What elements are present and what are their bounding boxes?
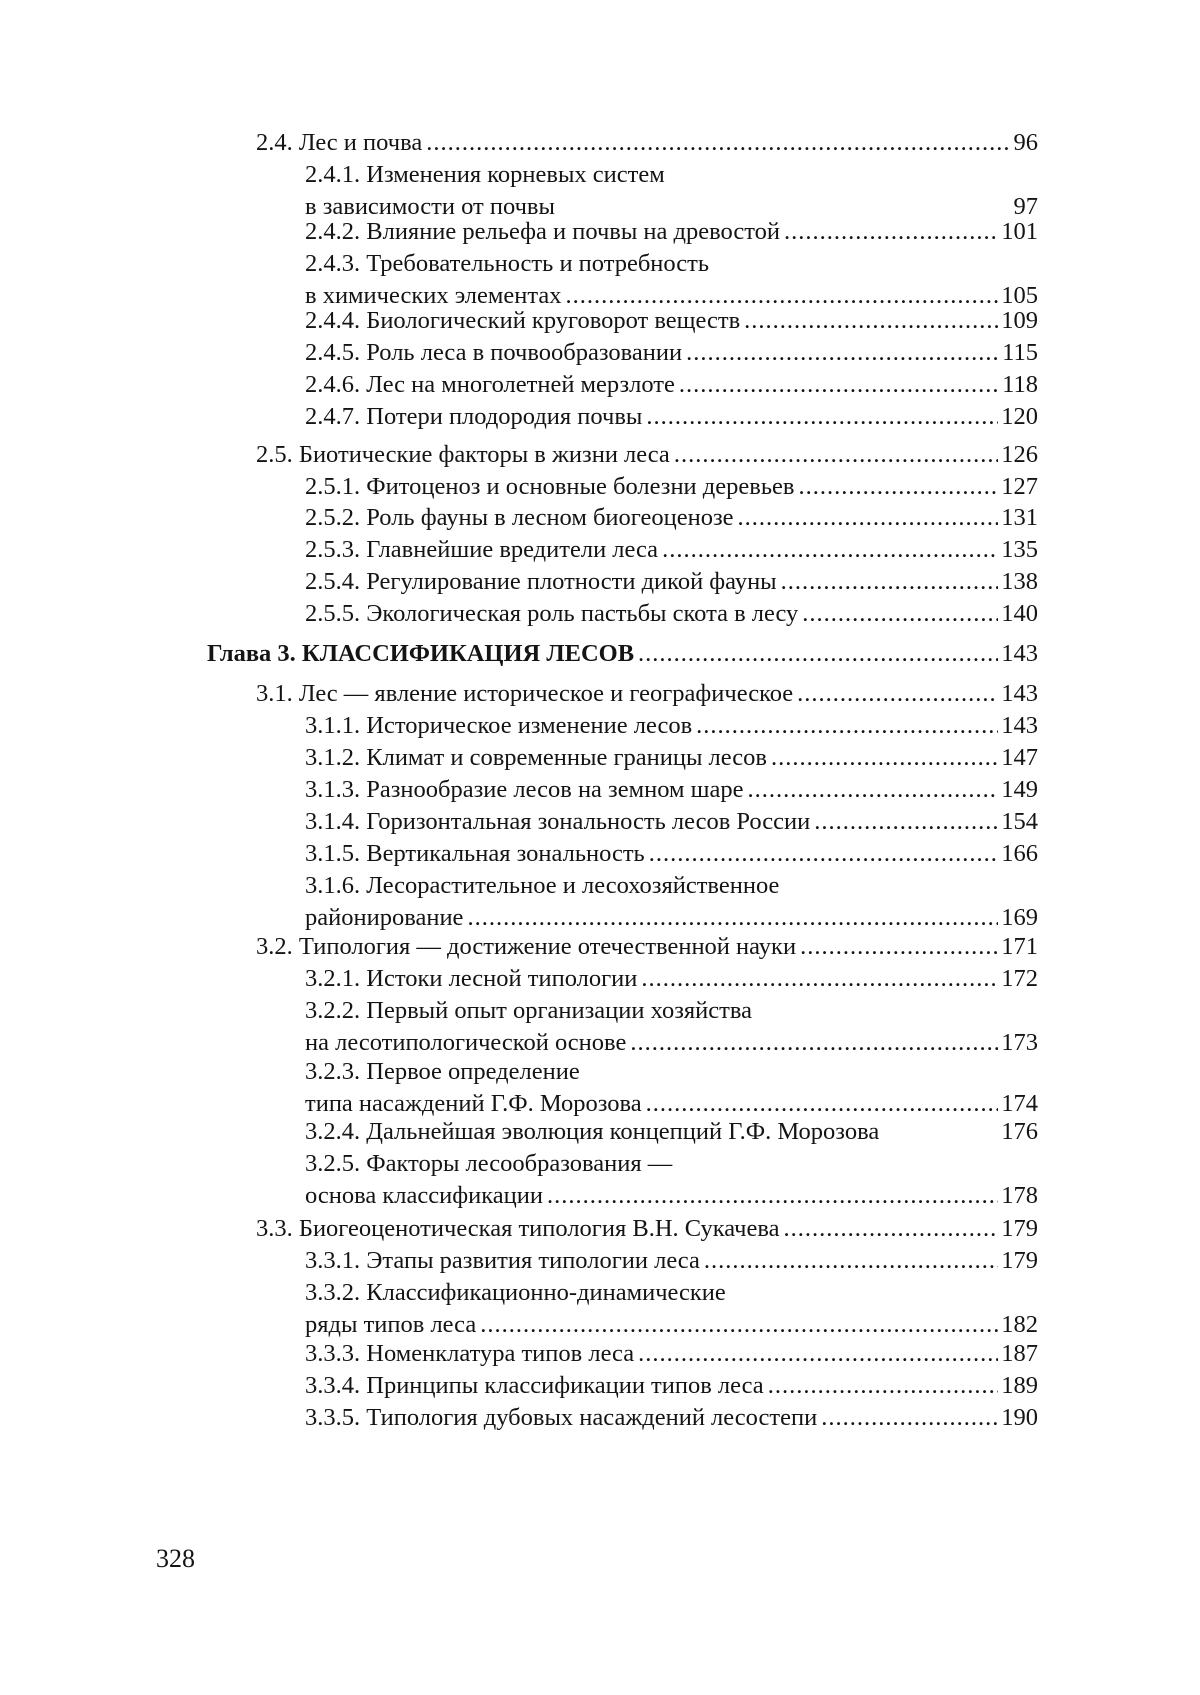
toc-entry-title: 2.4.7. Потери плодородия почвы <box>305 403 643 430</box>
dot-leader <box>797 679 998 709</box>
toc-page-number: 143 <box>1001 680 1038 707</box>
toc-entry-title: 3.2.5. Факторы лесообразования — <box>305 1150 673 1177</box>
toc-entry-title: 3.2.1. Истоки лесной типологии <box>305 965 638 992</box>
toc-page-number: 190 <box>1001 1404 1038 1431</box>
toc-entry <box>305 567 1038 599</box>
toc-entry <box>256 1214 1038 1246</box>
dot-leader <box>798 472 998 502</box>
toc-entry-title: 3.1.2. Климат и современные границы лесов <box>305 744 767 771</box>
toc-entry <box>305 1339 1038 1371</box>
dot-leader <box>696 711 998 741</box>
dot-leader <box>646 1089 999 1119</box>
toc-entry <box>305 871 1038 935</box>
dot-leader <box>646 402 998 432</box>
toc-entry <box>305 472 1038 504</box>
toc-entry-title: 3.3.4. Принципы классификации типов леса <box>305 1372 764 1399</box>
toc-entry <box>305 1246 1038 1278</box>
toc-entry-title: в зависимости от почвы <box>305 193 555 220</box>
toc-page-number: 138 <box>1001 568 1038 595</box>
toc-entry <box>305 1278 1038 1342</box>
toc-entry <box>305 839 1038 871</box>
toc-entry <box>305 1117 1038 1149</box>
dot-leader <box>814 807 998 837</box>
toc-entry <box>305 775 1038 807</box>
toc-entry <box>256 932 1038 964</box>
dot-leader <box>744 306 998 336</box>
toc-entry-title: типа насаждений Г.Ф. Морозова <box>305 1090 642 1117</box>
toc-entry <box>256 679 1038 711</box>
toc-entry-title: 2.4.4. Биологический круговорот веществ <box>305 307 741 334</box>
toc-entry-title: 3.2.3. Первое определение <box>305 1058 580 1085</box>
toc-page-number: 147 <box>1001 744 1038 771</box>
toc-page-number: 140 <box>1001 600 1038 627</box>
toc-entry-title: 3.2.4. Дальнейшая эволюция концепций Г.Ф. Морозова <box>305 1118 880 1145</box>
toc-entry <box>305 249 1038 313</box>
toc-entry-title: 2.5.5. Экологическая роль пастьбы скота в лесу <box>305 600 799 627</box>
toc-entry <box>305 1057 1038 1121</box>
toc-entry-title: 3.1.3. Разнообразие лесов на земном шаре <box>305 776 744 803</box>
toc-entry-title: 3.2.2. Первый опыт организации хозяйства <box>305 997 752 1024</box>
toc-entry-title: 2.5.3. Главнейшие вредители леса <box>305 536 659 563</box>
dot-leader <box>800 932 998 962</box>
dot-leader <box>467 903 998 933</box>
toc-entry <box>256 128 1038 160</box>
toc-entry <box>305 964 1038 996</box>
toc-entry-title: 2.5.1. Фитоценоз и основные болезни деревьев <box>305 473 795 500</box>
toc-entry-title: 2.4. Лес и почва <box>256 129 423 156</box>
toc-page-number: 182 <box>1001 1311 1038 1338</box>
toc-entry-title: в химических элементах <box>305 282 562 309</box>
toc-entry-title: 2.4.6. Лес на многолетней мерзлоте <box>305 371 675 398</box>
toc-entry-title: на лесотипологической основе <box>305 1029 627 1056</box>
toc-page-number: 174 <box>1001 1090 1038 1117</box>
toc-entry-title: 3.3.2. Классификационно-динамические <box>305 1279 726 1306</box>
toc-entry-title: 2.5.2. Роль фауны в лесном биогеоценозе <box>305 504 734 531</box>
toc-page-number: 131 <box>1001 504 1038 531</box>
page-number: 328 <box>156 1544 195 1573</box>
toc-page-number: 178 <box>1001 1182 1038 1209</box>
dot-leader <box>802 599 998 629</box>
toc-entry <box>305 503 1038 535</box>
dot-leader <box>821 1403 998 1433</box>
toc-entry <box>305 599 1038 631</box>
toc-entry <box>305 1403 1038 1435</box>
dot-leader <box>638 1339 998 1369</box>
toc-page-number: 172 <box>1001 965 1038 992</box>
toc-page-number: 120 <box>1001 403 1038 430</box>
dot-leader <box>630 1028 998 1058</box>
toc-entry <box>305 996 1038 1060</box>
dot-leader <box>641 964 998 994</box>
dot-leader <box>547 1181 998 1211</box>
toc-page-number: 115 <box>1002 339 1038 366</box>
toc-entry-title: 3.3.3. Номенклатура типов леса <box>305 1340 635 1367</box>
dot-leader <box>480 1310 998 1340</box>
toc-entry-title: 3.3.5. Типология дубовых насаждений лесостепи <box>305 1404 818 1431</box>
toc-entry-title: ряды типов леса <box>305 1311 477 1338</box>
toc-entry <box>305 402 1038 434</box>
toc-entry-title: 3.1.6. Лесорастительное и лесохозяйственное <box>305 872 780 899</box>
toc-page-number: 179 <box>1001 1215 1038 1242</box>
toc-entry-title: 2.5. Биотические факторы в жизни леса <box>256 441 670 468</box>
dot-leader <box>686 338 999 368</box>
toc-page-number: 166 <box>1001 840 1038 867</box>
toc-entry-title: 3.3.1. Этапы развития типологии леса <box>305 1247 700 1274</box>
toc-entry-title: 3.2. Типология — достижение отечественной науки <box>256 933 797 960</box>
dot-leader <box>784 217 998 247</box>
dot-leader <box>649 839 999 869</box>
toc-chapter <box>207 639 1038 671</box>
toc-page-number: 173 <box>1001 1029 1038 1056</box>
toc-entry <box>305 711 1038 743</box>
dot-leader <box>781 567 999 597</box>
toc-entry <box>305 160 1038 224</box>
toc-entry-title: 2.4.3. Требовательность и потребность <box>305 250 710 277</box>
toc-page-number: 118 <box>1002 371 1038 398</box>
toc-page-number: 143 <box>1001 712 1038 739</box>
dot-leader <box>674 440 998 470</box>
toc-page-number: 105 <box>1001 282 1038 309</box>
toc-page-number: 189 <box>1001 1372 1038 1399</box>
dot-leader <box>638 639 998 669</box>
dot-leader <box>704 1246 998 1276</box>
toc-page-number: 187 <box>1001 1340 1038 1367</box>
dot-leader <box>738 503 999 533</box>
dot-leader <box>426 128 1010 158</box>
dot-leader <box>662 535 998 565</box>
toc-entry <box>305 306 1038 338</box>
toc-entry-title: 3.3. Биогеоценотическая типология В.Н. Сукачева <box>256 1215 780 1242</box>
toc-page-number: 97 <box>1013 193 1038 220</box>
dot-leader <box>679 370 999 400</box>
toc-page-number: 101 <box>1001 218 1038 245</box>
toc-entry <box>305 807 1038 839</box>
toc-page-number: 135 <box>1001 536 1038 563</box>
toc-entry-title: 2.4.2. Влияние рельефа и почвы на древостой <box>305 218 781 245</box>
toc-entry-title: 3.1.1. Историческое изменение лесов <box>305 712 693 739</box>
toc-entry <box>256 440 1038 472</box>
dot-leader <box>771 743 998 773</box>
toc-entry <box>305 535 1038 567</box>
toc-entry <box>305 1149 1038 1213</box>
toc-entry <box>305 1371 1038 1403</box>
toc-entry <box>305 217 1038 249</box>
toc-page-number: 176 <box>1001 1118 1038 1145</box>
toc-entry <box>305 743 1038 775</box>
toc-entry-title: 3.1. Лес — явление историческое и географическое <box>256 680 794 707</box>
toc-page-number: 127 <box>1001 473 1038 500</box>
dot-leader <box>768 1371 999 1401</box>
toc-page-number: 109 <box>1001 307 1038 334</box>
toc-page-number: 169 <box>1001 904 1038 931</box>
dot-leader <box>784 1214 999 1244</box>
toc-entry-title: Глава 3. КЛАССИФИКАЦИЯ ЛЕСОВ <box>207 640 635 667</box>
toc-entry-title: 3.1.5. Вертикальная зональность <box>305 840 645 867</box>
toc-entry-title: основа классификации <box>305 1182 543 1209</box>
toc-page-number: 154 <box>1001 808 1038 835</box>
toc-page-number: 179 <box>1001 1247 1038 1274</box>
dot-leader <box>748 775 999 805</box>
toc-page-number: 171 <box>1001 933 1038 960</box>
toc-entry-title: районирование <box>305 904 464 931</box>
toc-page-number: 149 <box>1001 776 1038 803</box>
toc-page-number: 143 <box>1001 640 1038 667</box>
toc-entry <box>305 338 1038 370</box>
toc-entry-title: 3.1.4. Горизонтальная зональность лесов России <box>305 808 811 835</box>
toc-page-number: 126 <box>1001 441 1038 468</box>
toc-entry-title: 2.5.4. Регулирование плотности дикой фауны <box>305 568 777 595</box>
toc-entry-title: 2.4.5. Роль леса в почвообразовании <box>305 339 683 366</box>
toc-page-number: 96 <box>1013 129 1038 156</box>
toc-entry-title: 2.4.1. Изменения корневых систем <box>305 161 665 188</box>
toc-entry <box>305 370 1038 402</box>
